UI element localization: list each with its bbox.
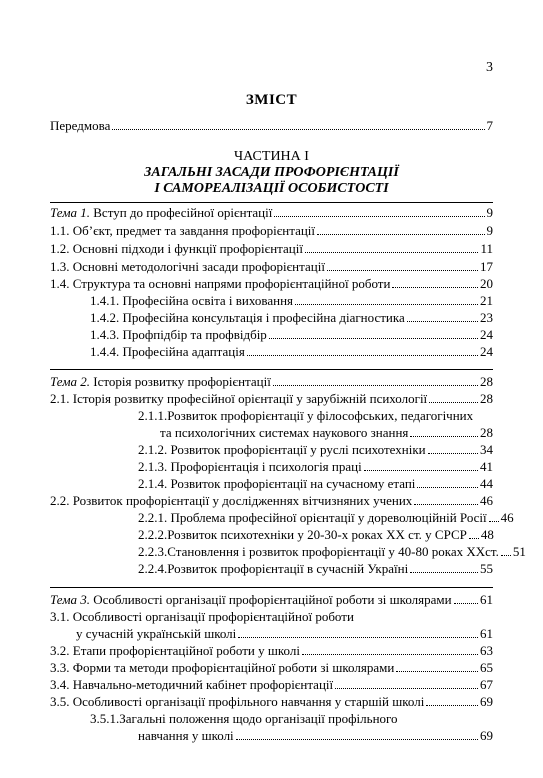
dot-leader [410, 572, 478, 573]
toc-subentry[interactable] [138, 476, 493, 492]
topic-prefix: Тема 2. [50, 374, 91, 389]
dot-leader [396, 671, 478, 672]
toc-subentry[interactable] [138, 510, 514, 526]
toc-entry-label: 1.4.2. Професійна консультація і професійна діагностика [90, 310, 405, 325]
toc-entry-page: 69 [480, 694, 493, 709]
dot-leader [273, 385, 478, 386]
toc-entry-page: 44 [480, 476, 493, 491]
dot-leader [302, 654, 478, 655]
toc-entry-label: 2.2.2.Розвиток психотехніки у 20-30-х роках ХХ ст. у СРСР [138, 527, 467, 542]
toc-entry-label: 2.2.4.Розвиток профорієнтації в сучасній Україні [138, 561, 409, 576]
toc-entry-page: 46 [480, 493, 493, 508]
dot-leader [410, 436, 478, 437]
toc-entry[interactable] [50, 660, 493, 676]
toc-entry-label: навчання у школі [138, 728, 234, 743]
part-number: ЧАСТИНА І [234, 149, 309, 164]
dot-leader [489, 521, 499, 522]
part-title-line2: І САМОРЕАЛІЗАЦІЇ ОСОБИСТОСТІ [154, 181, 389, 196]
toc-entry-label: 3.5. Особливості організації профільного навчання у старшій школі [50, 694, 425, 709]
toc-entry-page: 61 [480, 592, 493, 607]
topic-title: Історія розвитку профорієнтації [90, 374, 271, 389]
topic-prefix: Тема 1. [50, 205, 91, 220]
toc-entry[interactable] [50, 241, 493, 257]
topic-title: Вступ до професійної орієнтації [90, 205, 273, 220]
toc-entry-topic1[interactable] [50, 205, 493, 221]
toc-entry-page: 9 [486, 223, 493, 238]
toc-entry-label: 1.2. Основні підходи і функції профорієнтації [50, 241, 303, 256]
toc-subentry[interactable] [138, 544, 526, 560]
toc-entry-page: 69 [480, 728, 493, 743]
dot-leader [454, 603, 478, 604]
toc-entry-page: 65 [480, 660, 493, 675]
toc-title: ЗМІСТ [245, 92, 298, 108]
divider [50, 202, 493, 203]
toc-subentry-line1[interactable]: 3.5.1.Загальні положення щодо організації профільного [90, 711, 398, 726]
toc-entry-topic3[interactable] [50, 592, 493, 608]
toc-entry-page: 28 [480, 391, 493, 406]
divider [50, 587, 493, 588]
toc-entry-label: та психологічних системах наукового знання [160, 425, 409, 440]
toc-entry-page: 67 [480, 677, 493, 692]
dot-leader [327, 270, 478, 271]
toc-entry[interactable] [50, 391, 493, 407]
dot-leader [269, 338, 478, 339]
toc-entry-topic2[interactable] [50, 374, 493, 390]
toc-entry-page: 46 [500, 510, 514, 525]
toc-entry[interactable] [50, 643, 493, 659]
toc-entry-page: 48 [480, 527, 494, 542]
toc-entry-page: 7 [486, 118, 493, 133]
toc-entry-label: 1.4.3. Профпідбір та профвідбір [90, 327, 267, 342]
dot-leader [501, 555, 511, 556]
toc-entry[interactable] [50, 223, 493, 239]
toc-entry-label: 3.2. Етапи профорієнтаційної роботи у школі [50, 643, 300, 658]
dot-leader [236, 739, 478, 740]
toc-entry-page: 20 [480, 276, 493, 291]
toc-entry-page: 61 [480, 626, 493, 641]
toc-entry-page: 23 [480, 310, 493, 325]
toc-subentry[interactable] [138, 459, 493, 475]
toc-entry-page: 28 [480, 374, 493, 389]
toc-subentry[interactable] [138, 527, 493, 543]
dot-leader [274, 216, 484, 217]
dot-leader [364, 470, 478, 471]
toc-entry-label: 1.1. Об’єкт, предмет та завдання профорієнтації [50, 223, 316, 238]
toc-entry-label: 1.4. Структура та основні напрями профорієнтаційної роботи [50, 276, 391, 291]
dot-leader [407, 321, 478, 322]
toc-entry[interactable] [76, 626, 493, 642]
toc-entry-page: 63 [480, 643, 493, 658]
toc-entry-page: 55 [480, 561, 493, 576]
toc-entry-label: Передмова [50, 118, 111, 133]
toc-subentry-line1[interactable]: 2.1.1.Розвиток профорієнтації у філософських, педагогічних [138, 408, 474, 423]
toc-entry-label: 2.2. Розвиток профорієнтації у дослідженнях вітчизняних учених [50, 493, 413, 508]
toc-entry-label [50, 374, 271, 390]
toc-entry-label: 1.4.1. Професійна освіта і виховання [90, 293, 294, 308]
dot-leader [295, 304, 478, 305]
divider [50, 369, 493, 370]
dot-leader [469, 538, 479, 539]
toc-entry-label: 2.2.3.Становлення і розвиток профорієнтації у 40-80 роках ХХст. [138, 544, 499, 559]
toc-subentry[interactable] [90, 310, 493, 326]
toc-entry-label: 3.4. Навчально-методичний кабінет профорієнтації [50, 677, 334, 692]
dot-leader [426, 705, 478, 706]
toc-entry[interactable] [50, 493, 493, 509]
toc-entry-page: 9 [486, 205, 493, 220]
dot-leader [417, 487, 478, 488]
toc-entry-label: у сучасній українській школі [76, 626, 237, 641]
toc-entry-label: 2.1.4. Розвиток профорієнтації на сучасному етапі [138, 476, 416, 491]
toc-entry-label: 2.1. Історія розвитку професійної орієнтації у зарубіжній психології [50, 391, 428, 406]
toc-entry-page: 17 [480, 259, 493, 274]
toc-entry[interactable] [50, 677, 493, 693]
toc-entry-label [50, 592, 452, 608]
toc-entry-page: 41 [480, 459, 493, 474]
toc-entry-page: 21 [480, 293, 493, 308]
toc-entry-page: 24 [480, 344, 493, 359]
toc-entry-page: 11 [480, 241, 493, 256]
toc-entry-label: 2.1.3. Профорієнтація і психологія праці [138, 459, 362, 474]
toc-entry-line1[interactable]: 3.1. Особливості організації профорієнтаційної роботи [50, 609, 354, 624]
dot-leader [317, 234, 484, 235]
toc-entry-preface[interactable] [50, 118, 493, 134]
toc-entry[interactable] [50, 694, 493, 710]
toc-entry-label: 2.2.1. Проблема професійної орієнтації у дореволюційній Росії [138, 510, 487, 525]
toc-subentry[interactable] [138, 442, 493, 458]
dot-leader [112, 129, 484, 130]
toc-entry-label [50, 205, 272, 221]
toc-entry-page: 24 [480, 327, 493, 342]
dot-leader [392, 287, 478, 288]
toc-subentry[interactable] [90, 293, 493, 309]
dot-leader [335, 688, 478, 689]
toc-entry-label: 1.4.4. Професійна адаптація [90, 344, 245, 359]
toc-entry-page: 34 [480, 442, 493, 457]
dot-leader [429, 402, 478, 403]
toc-entry-label: 2.1.2. Розвиток профорієнтації у руслі психотехніки [138, 442, 426, 457]
dot-leader [238, 637, 478, 638]
toc-entry-label: 1.3. Основні методологічні засади профорієнтації [50, 259, 325, 274]
topic-prefix: Тема 3. [50, 592, 91, 607]
toc-subentry[interactable] [90, 327, 493, 343]
toc-entry-label: 3.3. Форми та методи профорієнтаційної роботи зі школярами [50, 660, 395, 675]
topic-title: Особливості організації профорієнтаційної роботи зі школярами [90, 592, 452, 607]
part-title-line1: ЗАГАЛЬНІ ЗАСАДИ ПРОФОРІЄНТАЦІЇ [144, 165, 399, 180]
dot-leader [305, 252, 479, 253]
page-number: 3 [486, 60, 493, 75]
toc-subentry[interactable] [160, 425, 493, 441]
dot-leader [428, 453, 478, 454]
toc-entry-page: 28 [480, 425, 493, 440]
toc-entry[interactable] [50, 276, 493, 292]
toc-subentry[interactable] [138, 561, 493, 577]
toc-entry-page: 51 [512, 544, 526, 559]
toc-entry[interactable] [50, 259, 493, 275]
dot-leader [247, 355, 478, 356]
toc-subentry[interactable] [90, 344, 493, 360]
toc-subentry[interactable] [138, 728, 493, 744]
dot-leader [414, 504, 478, 505]
